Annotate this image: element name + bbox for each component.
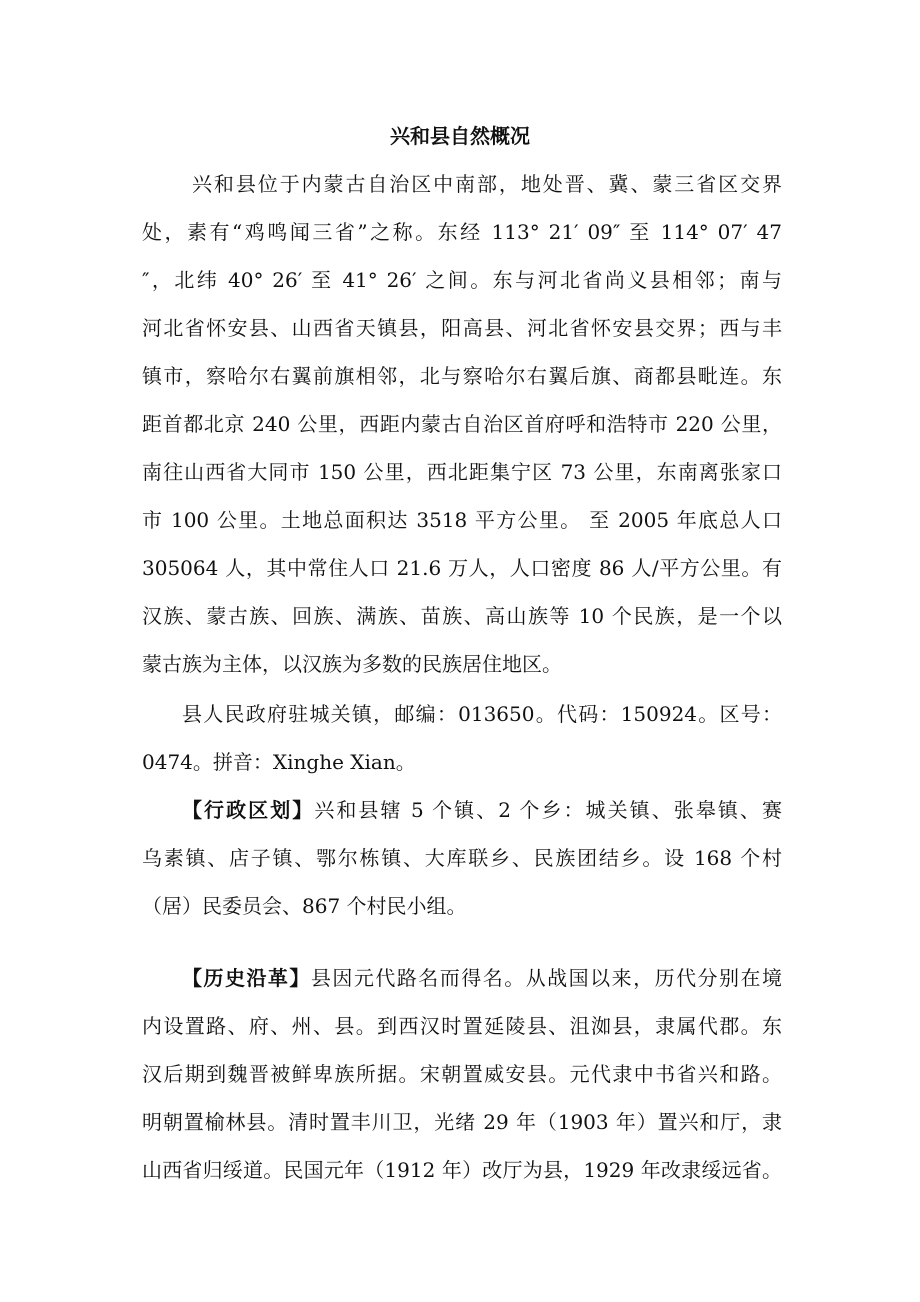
overview-line: 305064 人，其中常住人口 21.6 万人，人口密度 86 人/平方公里。有 xyxy=(142,556,782,580)
overview-line: ″，北纬 40° 26′ 至 41° 26′ 之间。东与河北省尚义县相邻；南与 xyxy=(142,268,782,292)
admin-line: 乌素镇、店子镇、鄂尔栋镇、大库联乡、民族团结乡。设 168 个村 xyxy=(142,846,782,870)
overview-line: 河北省怀安县、山西省天镇县，阳高县、河北省怀安县交界；西与丰 xyxy=(142,316,782,340)
history-line-text: 县因元代路名而得名。从战国以来，历代分别在境 xyxy=(310,966,782,990)
overview-line: 汉族、蒙古族、回族、满族、苗族、高山族等 10 个民族，是一个以 xyxy=(142,604,782,628)
history-line: 内设置路、府、州、县。到西汉时置延陵县、沮洳县，隶属代郡。东 xyxy=(142,1014,782,1038)
overview-line: 南往山西省大同市 150 公里，西北距集宁区 73 公里，东南离张家口 xyxy=(142,460,782,484)
overview-line: 蒙古族为主体，以汉族为多数的民族居住地区。 xyxy=(142,652,562,676)
government-line: 0474。拼音：Xinghe Xian。 xyxy=(142,750,416,774)
history-line: 明朝置榆林县。清时置丰川卫，光绪 29 年（1903 年）置兴和厅，隶 xyxy=(142,1110,782,1134)
overview-line: 市 100 公里。土地总面积达 3518 平方公里。 至 2005 年底总人口 xyxy=(142,508,782,532)
history-line xyxy=(182,958,782,998)
government-line: 县人民政府驻城关镇，邮编：013650。代码：150924。区号： xyxy=(182,702,782,726)
overview-line: 距首都北京 240 公里，西距内蒙古自治区首府呼和浩特市 220 公里， xyxy=(142,412,782,436)
document-title: 兴和县自然概况 xyxy=(390,124,530,148)
admin-line xyxy=(182,790,782,830)
overview-line: 兴和县位于内蒙古自治区中南部，地处晋、冀、蒙三省区交界 xyxy=(192,172,782,196)
overview-line: 处，素有“鸡鸣闻三省”之称。东经 113° 21′ 09″ 至 114° 07′ 47 xyxy=(142,220,782,244)
admin-line: （居）民委员会、867 个村民小组。 xyxy=(142,894,467,918)
history-heading: 【历史沿革】 xyxy=(182,966,311,990)
history-line: 汉后期到魏晋被鲜卑族所据。宋朝置威安县。元代隶中书省兴和路。 xyxy=(142,1062,782,1086)
history-line: 山西省归绥道。民国元年（1912 年）改厅为县，1929 年改隶绥远省。 xyxy=(142,1158,782,1182)
overview-line: 镇市，察哈尔右翼前旗相邻，北与察哈尔右翼后旗、商都县毗连。东 xyxy=(142,364,782,388)
admin-heading: 【行政区划】 xyxy=(182,798,315,822)
admin-line-text: 兴和县辖 5 个镇、2 个乡：城关镇、张皋镇、赛 xyxy=(314,798,782,822)
